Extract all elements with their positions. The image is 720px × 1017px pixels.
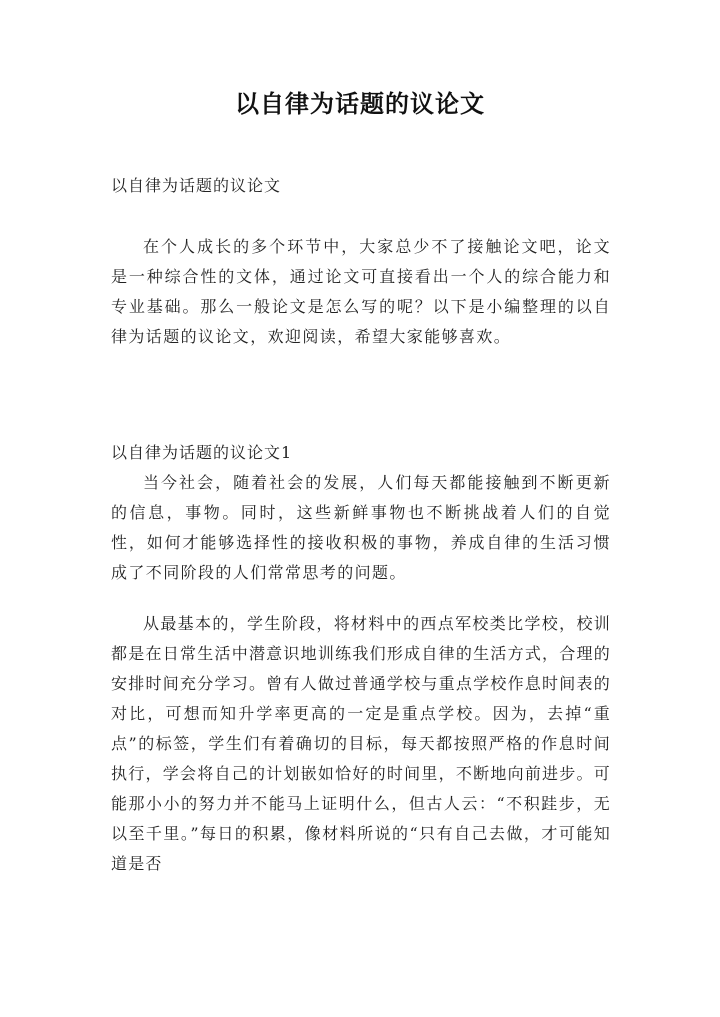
intro-text: 在个人成长的多个环节中，大家总少不了接触论文吧，论文是一种综合性的文体，通过论文可直接看出一个人的综合能力和专业基础。那么一般论文是怎么写的呢？以下是小编整理的以自律为话题的议论文，欢迎阅读，希望大家能够喜欢。 <box>111 237 611 346</box>
paragraph-text: 当今社会，随着社会的发展，人们每天都能接触到不断更新的信息，事物。同时，这些新鲜事物也不断挑战着人们的自觉性，如何才能够选择性的接收积极的事物，养成自律的生活习惯成了不同阶段的人们常常思考的问题。 <box>111 473 611 582</box>
document-title: 以自律为话题的议论文 <box>235 90 485 118</box>
paragraph-text: 从最基本的，学生阶段，将材料中的西点军校类比学校，校训都是在日常生活中潜意识地训练我们形成自律的生活方式，合理的安排时间充分学习。曾有人做过普通学校与重点学校作息时间表的对比，可想而知升学率更高的一定是重点学校。因为，去掉“重点”的标签，学生们有着确切的目标，每天都按照严格的作息时间执行，学会将自己的计划嵌如恰好的时间里，不断地向前进步。可能那小小的努力并不能马上证明什么，但古人云：“不积跬步，无以至千里。”每日的积累，像材料所说的“只有自己去做，才可能知道是否 <box>111 614 611 873</box>
section-paragraph-2 <box>111 609 611 879</box>
intro-paragraph <box>111 232 611 352</box>
section-heading: 以自律为话题的议论文1 <box>111 443 293 462</box>
section-paragraph-1 <box>111 468 611 588</box>
document-subtitle: 以自律为话题的议论文 <box>111 176 282 195</box>
